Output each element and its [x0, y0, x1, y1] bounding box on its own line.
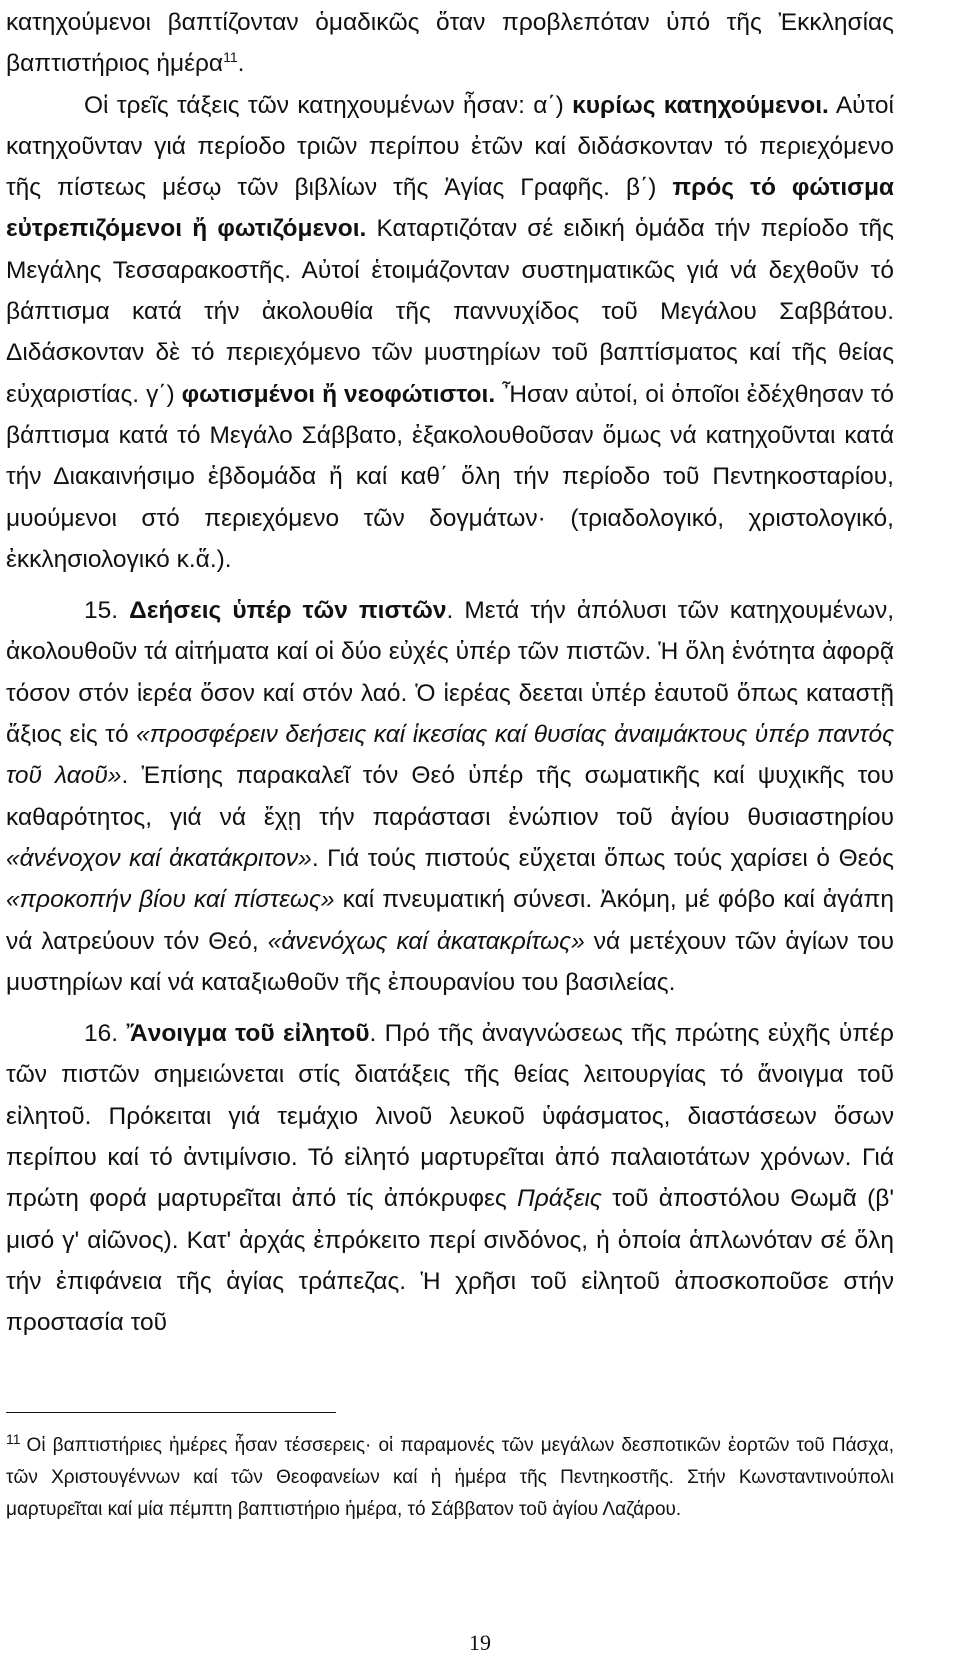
italic-quote: «ἀνενόχως καί ἀκατακρίτως»	[267, 927, 585, 955]
italic-quote: «ἀνένοχον καί ἀκατάκριτον»	[6, 844, 312, 872]
italic-quote: «προκοπήν βίου καί πίστεως»	[6, 886, 335, 914]
text-run: Αὐτοί κατηχοῦνταν γιά περίοδο τριῶν περίπου ἐτῶν καί διδάσκονταν τό περιεχόμενο τῆς πίστεως μέσῳ τῶν βιβλίων τῆς Ἁγίας Γραφῆς. β΄)	[6, 91, 894, 202]
page-number: 19	[469, 1630, 491, 1655]
italic-quote: Πράξεις	[517, 1185, 602, 1213]
text-run: .	[237, 50, 245, 78]
bold-text: Δεήσεις ὑπέρ τῶν πιστῶν	[129, 597, 447, 625]
paragraph-section-15	[6, 590, 894, 1003]
bold-text: φωτισμένοι ἤ νεοφώτιστοι.	[181, 380, 496, 408]
text-run: Καταρτιζόταν σέ ειδική ὁμάδα τήν περίοδο τῆς Μεγάλης Τεσσαρακοστῆς. Αὐτοί ἑτοιμάζονταν συστηματικῶς γιά νά δεχθοῦν τό βάπτισμα κατά τήν ἀκολουθία τῆς παννυχίδος τοῦ Μεγάλου Σαββάτου. Διδάσκονταν δὲ τό περιεχόμενο τῶν μυστηρίων τοῦ βαπτίσματος καί τῆς θείας εὐχαριστίας. γ΄)	[6, 215, 894, 408]
bold-text: Ἄνοιγμα τοῦ εἰλητοῦ	[126, 1020, 370, 1048]
footnote-reference: 11	[223, 49, 238, 66]
text-run: νά μετέχουν τῶν ἁγίων του μυστηρίων καί νά καταξιωθοῦν τῆς ἐπουρανίου του βασιλείας.	[6, 927, 894, 996]
text-run: . Μετά τήν ἀπόλυσι τῶν κατηχουμένων, ἀκολουθοῦν τά αἰτήματα καί οἱ δύο εὐχές ὑπέρ τῶν πιστῶν. Ἡ ὅλη ἑνότητα ἀφορᾷ τόσον στόν ἱερέα ὅσον καί στόν λαό. Ὁ ἱερέας δεεται ὑπέρ ἑαυτοῦ ὅπως καταστῇ ἄξιος εἰς τό	[6, 597, 894, 749]
footnote-mark: 11	[6, 1430, 21, 1447]
italic-quote: «προσφέρειν δεήσεις καί ἱκεσίας καί θυσίας ἀναιμάκτους ὑπέρ παντός τοῦ λαοῦ»	[6, 721, 894, 790]
text-run: . Γιά τούς πιστούς εὔχεται ὅπως τούς χαρίσει ὁ Θεός	[311, 844, 894, 872]
body-text	[6, 2, 894, 1344]
bold-text: πρός τό φώτισμα εὐτρεπιζόμενοι ἤ φωτιζόμενοι.	[6, 174, 894, 243]
text-run: 16.	[84, 1020, 127, 1048]
footnote-text: Οἱ βαπτιστήριες ἡμέρες ἦσαν τέσσερεις· οἱ παραμονές τῶν μεγάλων δεσποτικῶν ἑορτῶν τοῦ Πάσχα, τῶν Χριστουγέννων καί τῶν Θεοφανείων καί ἡ ἡμέρα τῆς Πεντηκοστῆς. Στήν Κωνσταντινούπολι μαρτυρεῖται καί μία πέμπτη βαπτιστήριο ἡμέρα, τό Σάββατον τοῦ ἁγίου Λαζάρου.	[6, 1435, 894, 1520]
paragraph-section-16	[6, 1013, 894, 1343]
text-run: Ἦσαν αὐτοί, οἱ ὁποῖοι ἐδέχθησαν τό βάπτισμα κατά τό Μεγάλο Σάββατο, ἐξακολουθοῦσαν ὅμως νά κατηχοῦνται κατά τήν Διακαινήσιμο ἑβδομάδα ἤ καί καθ΄ ὅλη τήν περίοδο τοῦ Πεντηκοσταρίου, μυούμενοι στό περιεχόμενο τῶν δογμάτων· (τριαδολογικό, χριστολογικό, ἐκκλησιολογικό κ.ἅ.).	[6, 380, 894, 573]
footnote-11	[6, 1430, 894, 1526]
text-run: τοῦ ἀποστόλου Θωμᾶ (β' μισό γ' αἰῶνος). Κατ' ἀρχάς ἐπρόκειτο περί σινδόνος, ἡ ὁποία ἁπλωνόταν σέ ὅλη τήν ἐπιφάνεια τῆς ἁγίας τράπεζας. Ἡ χρῆσι τοῦ εἰλητοῦ ἀποσκοποῦσε στήν προστασία τοῦ	[6, 1185, 894, 1337]
text-run: 15.	[84, 597, 130, 625]
footnote-divider	[6, 1412, 336, 1413]
text-run: . Ἐπίσης παρακαλεῖ τόν Θεό ὑπέρ τῆς σωματικῆς καί ψυχικῆς του καθαρότητος, γιά νά ἔχῃ τήν παράστασι ἐνώπιον τοῦ ἁγίου θυσιαστηρίου	[6, 762, 894, 831]
text-run: Οἱ τρεῖς τάξεις τῶν κατηχουμένων ἦσαν: α΄)	[84, 91, 573, 119]
paragraph-catechumen-classes	[6, 85, 894, 581]
bold-text: κυρίως κατηχούμενοι.	[572, 91, 829, 119]
footnotes	[6, 1430, 894, 1526]
paragraph-intro	[6, 2, 894, 85]
text-run: κατηχούμενοι βαπτίζονταν ὁμαδικῶς ὅταν προβλεπόταν ὑπό τῆς Ἐκκλησίας βαπτιστήριος ἡμέρα	[6, 9, 894, 78]
text-run: καί πνευματική σύνεσι. Ἀκόμη, μέ φόβο καί ἀγάπη νά λατρεύουν τόν Θεό,	[6, 886, 895, 955]
text-run: . Πρό τῆς ἀναγνώσεως τῆς πρώτης εὐχῆς ὑπέρ τῶν πιστῶν σημειώνεται στίς διατάξεις τῆς θείας λειτουργίας τό ἄνοιγμα τοῦ εἰλητοῦ. Πρόκειται γιά τεμάχιο λινοῦ λευκοῦ ὑφάσματος, διαστάσεων ὅσων περίπου καί τό ἀντιμίνσιο. Τό εἰλητό μαρτυρεῖται ἀπό παλαιοτάτων χρόνων. Γιά πρώτη φορά μαρτυρεῖται ἀπό τίς ἀπόκρυφες	[6, 1020, 894, 1213]
